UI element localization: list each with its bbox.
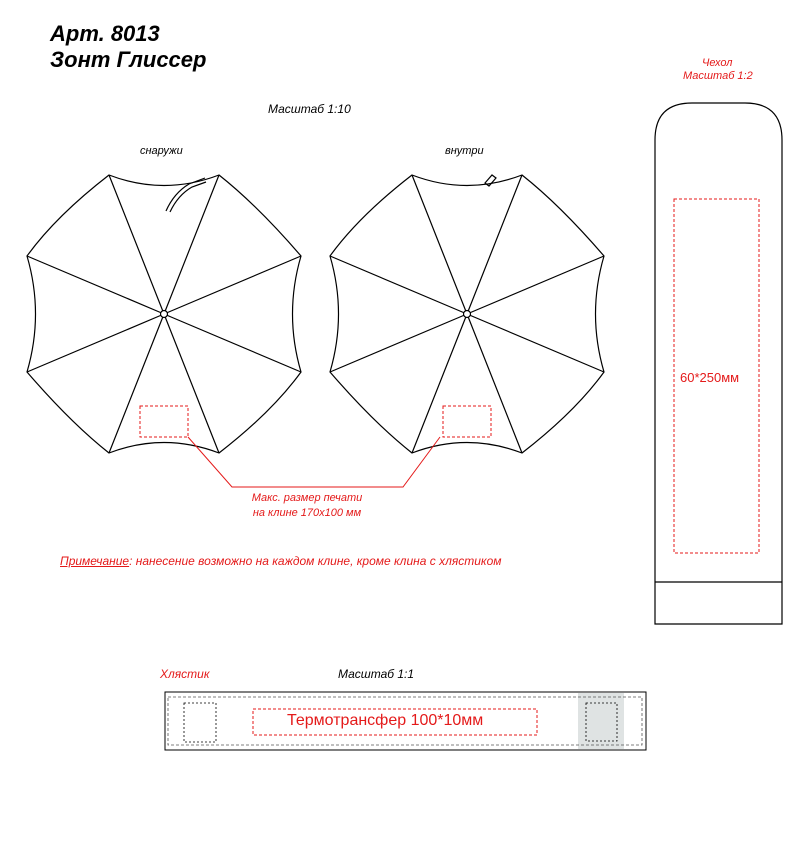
note-label: Примечание [60, 554, 130, 568]
strap-handle-icon [166, 178, 205, 211]
cover-drawing [655, 103, 782, 624]
article-title: Арт. 8013 [50, 21, 160, 46]
strap-scale: Масштаб 1:1 [338, 667, 415, 681]
note-text: : нанесение возможно на каждом клине, кроме клина с хлястиком [129, 554, 502, 568]
inside-label: внутри [445, 145, 484, 157]
print-size-line2: на клине 170х100 мм [252, 507, 362, 519]
cover-title: Чехол [702, 57, 733, 69]
cover-print-area: 60*250мм [680, 370, 740, 385]
outside-label: снаружи [140, 145, 183, 157]
strap-drawing [165, 692, 646, 750]
cover-scale: Масштаб 1:2 [683, 70, 753, 82]
strap-snap-left [184, 703, 216, 742]
print-area-inside [443, 406, 491, 437]
tip-icon [485, 175, 496, 186]
product-title: Зонт Глиссер [50, 47, 207, 72]
cover-print-area-box [674, 199, 759, 553]
print-size-line1: Макс. размер печати [251, 492, 363, 504]
umbrella-outside [27, 175, 301, 453]
strap-print-area-box [253, 709, 537, 735]
umbrella-inside [330, 175, 604, 453]
strap-print-area: Термотрансфер 100*10мм [287, 712, 484, 729]
print-area-outside [140, 406, 188, 437]
umbrella-scale-label: Масштаб 1:10 [268, 102, 351, 116]
strap-label: Хлястик [160, 667, 210, 681]
